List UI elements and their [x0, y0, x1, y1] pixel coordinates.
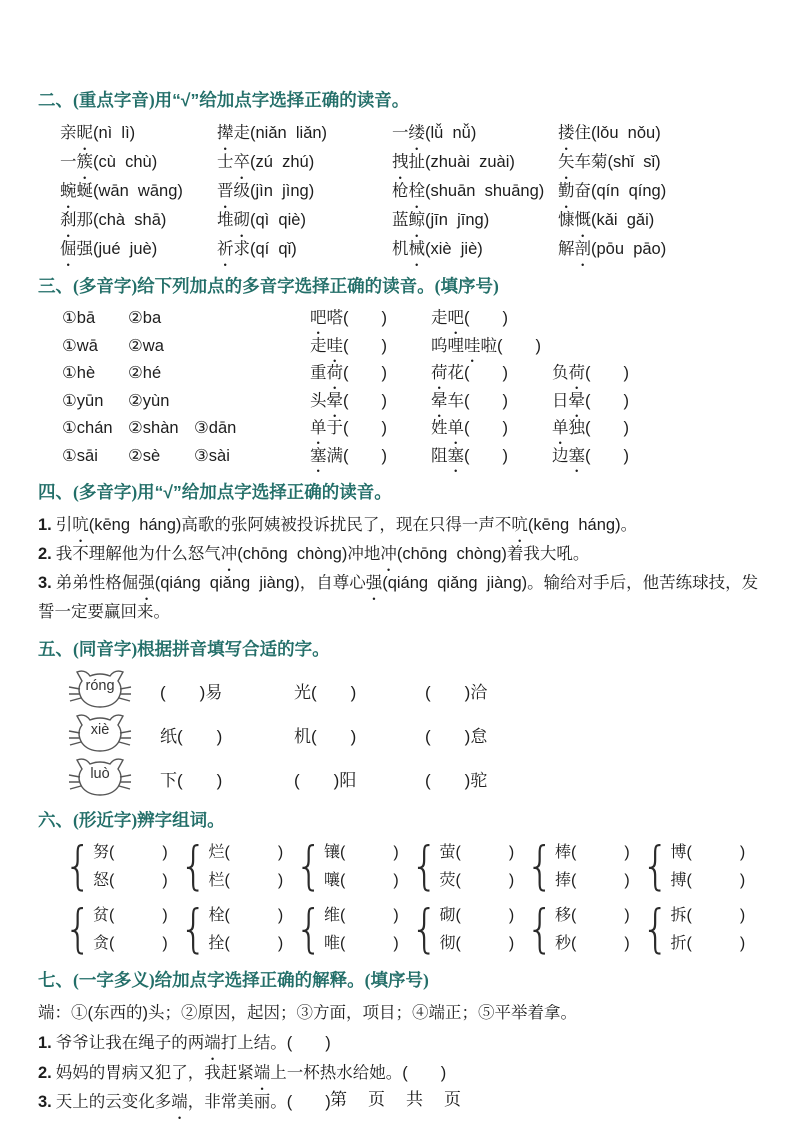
- character-pair: [641, 836, 758, 897]
- word-item: 刹那(chà shā): [60, 211, 167, 229]
- section-7-number: 七、: [38, 970, 73, 990]
- definition-line: 端：①(东西的)头；②原因，起因；③方面，项目；④端正；⑤平举着拿。: [38, 1004, 577, 1022]
- character-pair: [526, 899, 642, 960]
- section-7-title: 给加点字选择正确的解释。: [154, 970, 365, 990]
- fill-blank-cell: ( )洽: [425, 682, 488, 702]
- section-6-tag: (形近字): [73, 810, 138, 830]
- character-pair-row: [64, 836, 765, 897]
- character-pair: [295, 899, 411, 960]
- word-item: 机械(xiè jiè): [392, 240, 483, 258]
- brace-glyph: {: [64, 899, 92, 960]
- cat-pinyin-label: xiè: [90, 722, 110, 738]
- section-2-heading: [38, 88, 765, 112]
- sentence-number: 3.: [38, 1093, 52, 1111]
- word-blank: 荷花( ): [431, 364, 508, 382]
- word-blank: 呜哩哇啦( ): [431, 336, 541, 355]
- section-6-number: 六、: [38, 810, 73, 830]
- brace-glyph: {: [641, 836, 670, 897]
- polyphone-row: [62, 443, 765, 471]
- section-3-heading: [38, 274, 765, 298]
- fill-blank-cell: ( )易: [160, 682, 223, 702]
- pair-top: 维( ): [324, 907, 399, 924]
- word-item: 解剖(pōu pāo): [558, 240, 667, 258]
- cat-pinyin-label: róng: [85, 678, 115, 694]
- polyphone-row: [62, 415, 765, 443]
- pair-bottom: 唯( ): [324, 935, 399, 952]
- character-pair: [526, 836, 642, 897]
- sentence-item: [38, 1029, 765, 1059]
- section-5-title: 根据拼音填写合适的字。: [137, 639, 330, 659]
- section-4-sentences: [38, 511, 765, 627]
- pair-top: 栓( ): [208, 907, 284, 924]
- word-blank: 边塞( ): [552, 446, 629, 465]
- section-6-groups: [64, 836, 765, 960]
- section-4-tag: (多音字): [73, 482, 138, 502]
- word-item: 祈求(qí qǐ): [217, 240, 297, 258]
- section-5-tag: (同音字): [73, 639, 138, 659]
- fill-blank-cell: 下( ): [160, 770, 223, 790]
- brace-glyph: {: [295, 836, 323, 897]
- sentence-item: [38, 1059, 765, 1089]
- pinyin-options: [62, 305, 310, 333]
- word-blank: 姓单( ): [431, 419, 508, 437]
- word-blank: 单独( ): [552, 419, 629, 437]
- pair-top: 棒( ): [555, 844, 630, 861]
- pair-bottom: 栏( ): [208, 872, 284, 889]
- section-6-title: 辨字组词。: [137, 810, 225, 830]
- pair-bottom: 搏( ): [670, 872, 746, 889]
- pair-top: 萤( ): [439, 844, 515, 861]
- pair-bottom: 贪( ): [93, 935, 168, 952]
- sentence-text: 天上的云变化多端，非常美丽。( ): [55, 1093, 331, 1111]
- pinyin-options: [62, 360, 310, 388]
- word-item: 矢车菊(shǐ sǐ): [558, 153, 661, 171]
- word-item: 堆砌(qì qiè): [217, 211, 306, 229]
- section-2-number: 二、: [38, 90, 73, 110]
- fill-blank-cell: ( )驼: [425, 770, 488, 790]
- word-blank: 日晕( ): [552, 391, 629, 410]
- cat-head-icon: [68, 757, 132, 799]
- pair-bottom: 折( ): [670, 935, 746, 952]
- section-2-title: 用“√”给加点字选择正确的读音。: [154, 90, 410, 110]
- word-blank: 阻塞( ): [431, 446, 508, 465]
- homophone-row: [68, 712, 765, 756]
- page-footer: 第 页 共 页: [330, 1090, 463, 1109]
- pair-top: 移( ): [555, 907, 630, 924]
- section-4-title: 用“√”给加点字选择正确的读音。: [137, 482, 392, 502]
- sentence-item: [38, 569, 765, 627]
- brace-glyph: {: [641, 899, 670, 960]
- character-pair: [64, 836, 180, 897]
- brace-glyph: {: [295, 899, 323, 960]
- section-3-rows: [62, 305, 765, 470]
- sentence-number: 2.: [38, 545, 52, 563]
- section-6-heading: [38, 808, 765, 832]
- pinyin-option: ②shàn: [128, 419, 179, 437]
- polyphone-row: [62, 333, 765, 361]
- fill-blank-cell: 纸( ): [160, 726, 223, 746]
- word-blank: 吧嗒( ): [310, 309, 387, 327]
- section-5-heading: [38, 637, 765, 661]
- pinyin-options: [62, 443, 310, 471]
- pinyin-options: [62, 388, 310, 416]
- word-item: 拽扯(zhuài zuài): [392, 153, 515, 171]
- polyphone-row: [62, 360, 765, 388]
- section-5-rows: [68, 668, 765, 800]
- section-3-title: 给下列加点的多音字选择正确的读音。: [137, 276, 435, 296]
- fill-blank-cell: ( )阳: [294, 770, 357, 790]
- word-blank: 走吧( ): [431, 309, 508, 327]
- pinyin-option: ②wa: [128, 336, 164, 355]
- pair-top: 烂( ): [208, 844, 284, 861]
- section-5-number: 五、: [38, 639, 73, 659]
- cat-head-icon: [68, 713, 132, 755]
- homophone-row: [68, 668, 765, 712]
- pair-top: 博( ): [670, 844, 746, 861]
- pinyin-option: ②sè: [128, 446, 161, 465]
- sentence-text: 爷爷让我在绳子的两端打上结。( ): [55, 1034, 331, 1052]
- cat-head-icon: [68, 669, 132, 711]
- pinyin-option: ②yùn: [128, 391, 170, 410]
- section-3-number: 三、: [38, 276, 73, 296]
- sentence-item: [38, 511, 765, 540]
- word-item: 勤奋(qín qíng): [558, 182, 667, 200]
- brace-glyph: {: [179, 899, 208, 960]
- character-pair: [179, 899, 296, 960]
- pinyin-options: [62, 415, 310, 443]
- sentence-number: 3.: [38, 574, 52, 592]
- brace-glyph: {: [410, 899, 439, 960]
- pair-bottom: 拴( ): [208, 935, 284, 952]
- word-blank: 负荷( ): [552, 364, 629, 382]
- pair-bottom: 彻( ): [439, 935, 515, 952]
- polyphone-row: [62, 305, 765, 333]
- character-pair: [64, 899, 180, 960]
- pair-top: 贫( ): [93, 907, 168, 924]
- section-7-tag: (一字多义): [73, 970, 155, 990]
- character-pair: [295, 836, 411, 897]
- word-item: 晋级(jìn jìng): [217, 182, 315, 200]
- pinyin-option: ②ba: [128, 309, 162, 327]
- word-blank: 晕车( ): [431, 391, 508, 410]
- sentence-number: 1.: [38, 516, 52, 534]
- word-blank: 塞满( ): [310, 446, 387, 465]
- word-item: 一簇(cù chù): [60, 153, 158, 171]
- brace-glyph: {: [526, 836, 554, 897]
- word-blank: 重荷( ): [310, 364, 387, 382]
- section-7-suffix: (填序号): [364, 970, 429, 990]
- pair-bottom: 嚷( ): [324, 872, 399, 889]
- sentence-item: [38, 540, 765, 569]
- word-item: 士卒(zú zhú): [217, 153, 315, 171]
- pinyin-options: [62, 333, 310, 361]
- section-3-suffix: (填序号): [434, 276, 499, 296]
- section-4-number: 四、: [38, 482, 73, 502]
- fill-blank-cell: 机( ): [294, 726, 357, 746]
- pair-bottom: 荧( ): [439, 872, 515, 889]
- sentence-number: 1.: [38, 1034, 52, 1052]
- brace-glyph: {: [64, 836, 92, 897]
- section-3-tag: (多音字): [73, 276, 138, 296]
- homophone-row: [68, 756, 765, 800]
- sentence-text: 弟弟性格倔强(qiáng qiǎng jiàng)，自尊心强(qiáng qiǎng jiàng)。输给对手后，他苦练球技，发誓一定要赢回来。: [38, 574, 759, 621]
- section-2-word-grid: [60, 119, 765, 264]
- brace-glyph: {: [410, 836, 439, 897]
- section-2-tag: (重点字音): [73, 90, 155, 110]
- character-pair: [641, 899, 758, 960]
- fill-blank-cell: 光( ): [294, 682, 357, 702]
- word-item: 枪栓(shuān shuāng): [392, 182, 545, 200]
- sentence-text: 妈妈的胃病又犯了，我赶紧端上一杯热水给她。( ): [55, 1063, 447, 1082]
- pair-bottom: 怒( ): [93, 872, 168, 889]
- brace-glyph: {: [179, 836, 208, 897]
- pair-bottom: 捧( ): [555, 872, 630, 889]
- character-pair: [410, 899, 527, 960]
- polyphone-row: [62, 388, 765, 416]
- character-pair: [179, 836, 296, 897]
- pinyin-option: ②hé: [128, 364, 162, 382]
- word-blank: 头晕( ): [310, 391, 387, 410]
- pinyin-option: ①hè: [62, 364, 96, 382]
- pair-top: 镶( ): [324, 844, 399, 861]
- section-7-heading: [38, 968, 765, 992]
- word-item: 蓝鲸(jīn jīng): [392, 211, 490, 229]
- pinyin-option: ①sāi: [62, 446, 98, 465]
- sentence-text: 引吭(kēng háng)高歌的张阿姨被投诉扰民了，现在只得一声不吭(kēng háng)。: [55, 516, 638, 534]
- pinyin-option: ③dān: [194, 419, 237, 437]
- pinyin-option: ①yūn: [62, 391, 104, 410]
- word-blank: 走哇( ): [310, 336, 387, 355]
- cat-pinyin-label: luò: [90, 766, 110, 782]
- pinyin-option: ③sài: [194, 446, 230, 465]
- word-item: 一缕(lǚ nǚ): [392, 124, 477, 142]
- character-pair: [410, 836, 527, 897]
- pair-top: 砌( ): [439, 907, 515, 924]
- sentence-number: 2.: [38, 1063, 52, 1082]
- word-item: 搂住(lǒu nǒu): [558, 124, 661, 142]
- sentence-text: 我不理解他为什么怒气冲(chōng chòng)冲地冲(chōng chòng)着我大吼。: [55, 545, 590, 563]
- pinyin-option: ①wā: [62, 336, 98, 355]
- word-item: 亲昵(nì lì): [60, 124, 136, 142]
- pair-bottom: 秒( ): [555, 935, 630, 952]
- pair-top: 拆( ): [670, 907, 746, 924]
- word-item: 倔强(jué juè): [60, 240, 158, 258]
- word-item: 撵走(niǎn liǎn): [217, 124, 328, 142]
- pair-top: 努( ): [93, 844, 168, 861]
- fill-blank-cell: ( )怠: [425, 726, 488, 746]
- character-pair-row: [64, 899, 765, 960]
- word-item: 慷慨(kǎi gǎi): [558, 211, 655, 229]
- word-blank: 单于( ): [310, 419, 387, 437]
- brace-glyph: {: [526, 899, 554, 960]
- word-item: 蜿蜒(wān wāng): [60, 182, 183, 200]
- pinyin-option: ①chán: [62, 419, 113, 437]
- pinyin-option: ①bā: [62, 309, 96, 327]
- section-4-heading: [38, 480, 765, 504]
